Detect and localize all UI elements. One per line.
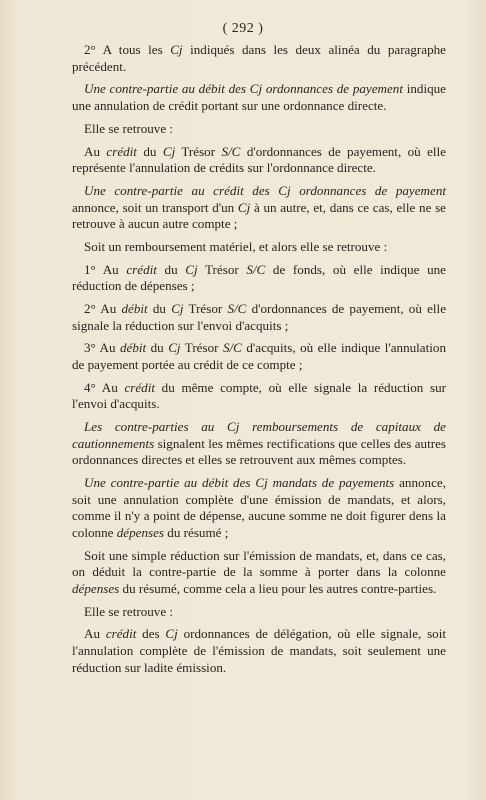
italic-text: dépenses [116, 524, 165, 540]
italic-text: S/C [227, 301, 247, 317]
italic-text: Cj [171, 301, 184, 317]
paragraph [72, 475, 446, 541]
italic-text: Cj [237, 199, 251, 215]
text-run: annonce, soit une annulation complète d'une émission de mandats, et alors, comme il n'y a point de dépense, aucune somme ne doit figurer dens la colonne [72, 475, 446, 540]
text-run: des [136, 626, 166, 642]
paragraph [72, 604, 446, 621]
italic-text: dépenses [72, 580, 120, 596]
italic-text: S/C [246, 261, 266, 277]
page-text [72, 42, 446, 676]
paragraph [72, 121, 446, 138]
paragraph [72, 42, 446, 75]
text-run: annonce, soit un transport d'un [72, 199, 238, 215]
text-run: du [136, 143, 163, 159]
italic-text: crédit [126, 261, 157, 277]
italic-text: S/C [222, 340, 242, 356]
italic-text: débit [121, 301, 148, 317]
paragraph [72, 239, 446, 256]
italic-text: S/C [221, 143, 241, 159]
italic-text: Une contre-partie au crédit des Cj ordonnances de payement [84, 182, 446, 198]
text-run: du résumé ; [164, 524, 229, 540]
text-run: d'acquits, où elle indique l'annulation de payement portée au crédit de ce compte ; [72, 340, 446, 372]
text-run: Soit un remboursement matériel, et alors elle se retrouve : [84, 238, 388, 254]
paragraph [72, 340, 446, 373]
paragraph [72, 301, 446, 334]
text-run: Elle se retrouve : [84, 603, 174, 619]
text-run: Trésor [175, 143, 222, 159]
italic-text: crédit [124, 379, 155, 395]
paragraph [72, 262, 446, 295]
text-run: 2° A tous les [84, 42, 171, 57]
text-run: 1° Au [84, 261, 127, 277]
italic-text: Cj [162, 143, 176, 159]
italic-text: Les contre-parties au Cj remboursements de capitaux de cautionnements [72, 419, 446, 451]
italic-text: Cj [165, 626, 178, 642]
text-run: du [146, 340, 169, 356]
text-run: du même compte, où elle signale la réduction sur l'envoi d'acquits. [72, 379, 446, 412]
paragraph [72, 144, 446, 177]
text-run: Soit une simple réduction sur l'émission de mandats, et, dans ce cas, on déduit la contre-partie de la somme à porter dans la colonne [72, 547, 446, 580]
text-run: du [156, 261, 186, 277]
text-run: Trésor [183, 301, 228, 317]
page-number: ( 292 ) [222, 21, 264, 36]
text-run: signalent les mêmes rectifications que celles des autres ordonnances directes et elles se retrouvent aux mêmes comptes. [72, 435, 446, 468]
paragraph [72, 183, 446, 233]
italic-text: Une contre-partie au débit des Cj mandats de payements [84, 475, 395, 491]
paragraph [72, 419, 446, 469]
text-run: d'ordonnances de payement, où elle représente l'annulation de crédits sur l'ordonnance directe. [72, 143, 447, 176]
text-run: 4° Au [84, 379, 125, 395]
italic-text: Cj [168, 340, 181, 356]
text-run: de fonds, où elle indique une réduction de dépenses ; [72, 261, 446, 294]
text-run: 2° Au [84, 301, 122, 317]
text-run: à un autre, et, dans ce cas, elle ne se retrouve à aucun autre compte ; [72, 199, 446, 232]
text-run: du résumé, comme cela a lieu pour les autres contre-parties. [119, 580, 437, 596]
text-run: d'ordonnances de payement, où elle signale la réduction sur l'envoi d'acquits ; [72, 301, 447, 333]
italic-text: Cj [185, 261, 198, 277]
paragraph [72, 548, 446, 598]
text-run: Trésor [180, 340, 223, 356]
text-run: Trésor [197, 261, 247, 277]
text-run: indiqués dans les deux alinéa du paragraphe précédent. [72, 42, 446, 74]
text-run: Elle se retrouve : [84, 120, 174, 136]
italic-text: débit [119, 340, 147, 356]
text-run: indique une annulation de crédit portant sur une ordonnance directe. [72, 81, 446, 113]
paragraph [72, 626, 446, 676]
text-run: du [147, 301, 172, 317]
italic-text: crédit [106, 143, 137, 159]
text-run: ordonnances de délégation, où elle signale, soit l'annulation complète de l'émission de mandats, soit seulement une réduction sur ladite émission. [72, 626, 446, 675]
text-run: Au [84, 143, 107, 159]
text-run: Au [84, 626, 106, 642]
italic-text: Une contre-partie au débit des Cj ordonnances de payement [84, 81, 403, 97]
paragraph [72, 380, 446, 413]
text-run: 3° Au [84, 340, 120, 356]
italic-text: Cj [170, 42, 183, 57]
paragraph [72, 81, 446, 114]
italic-text: crédit [105, 626, 137, 642]
